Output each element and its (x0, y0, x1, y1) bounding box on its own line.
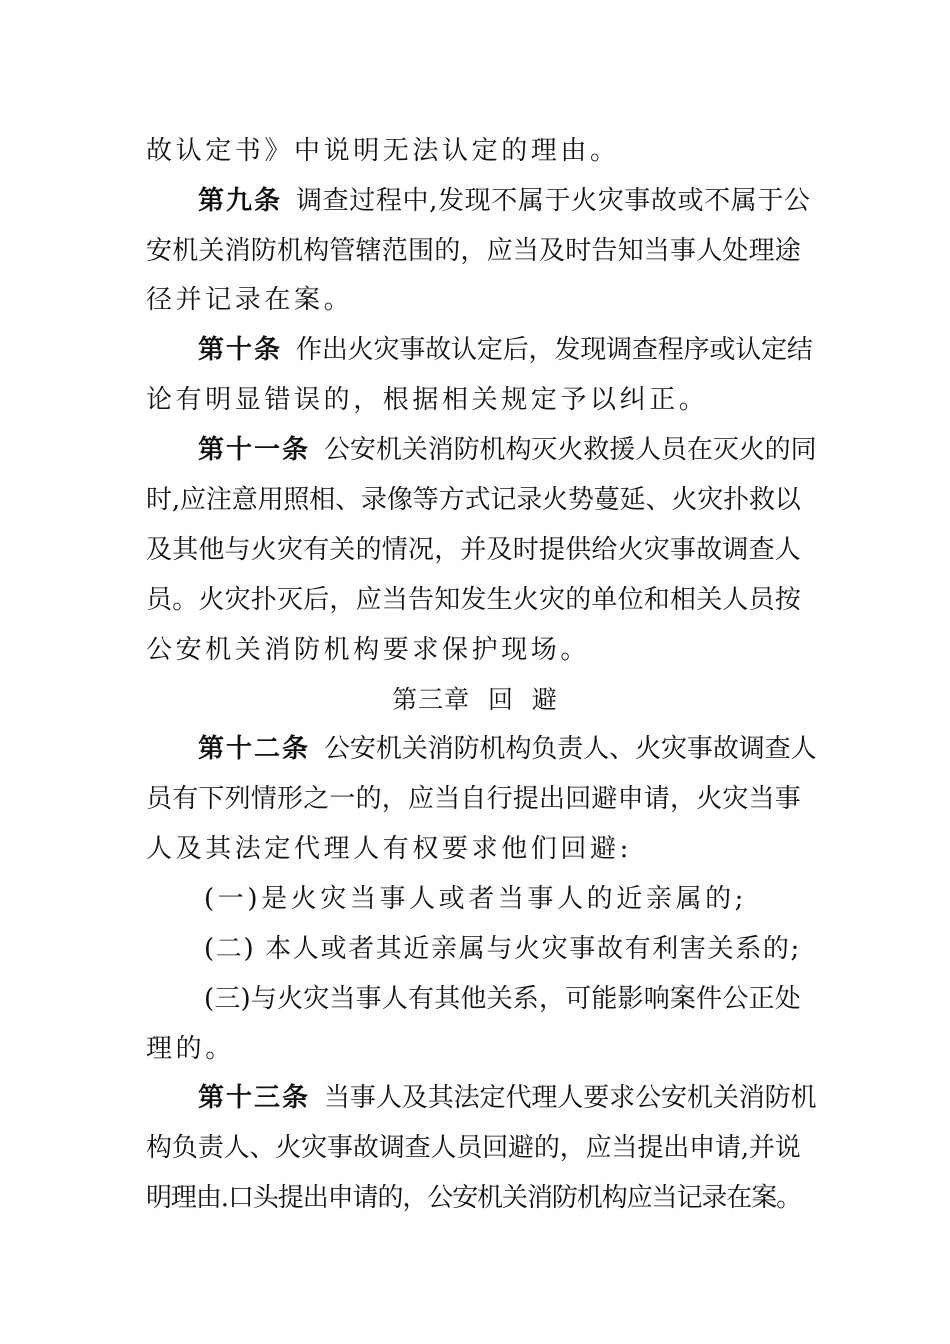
line-text: 作出火灾事故认定后，发现调查程序或认定结 (296, 335, 813, 365)
line-text: 员有下列情形之一的，应当自行提出回避申请，火灾当事 (146, 784, 802, 814)
line-text: 论有明显错误的，根据相关规定予以纠正。 (146, 385, 709, 415)
body-line (146, 634, 590, 666)
article-10-label: 第十条 (198, 335, 283, 365)
body-line (146, 1182, 801, 1214)
line-text: 公安机关消防机构要求保护现场。 (146, 635, 591, 665)
body-line (146, 135, 620, 167)
article-9-line (198, 185, 811, 217)
line-text: 员。火灾扑灭后，应当告知发生火灾的单位和相关人员按 (146, 585, 802, 615)
line-text: 及其他与火灾有关的情况，并及时提供给火灾事故调查人 (146, 535, 802, 565)
list-item (204, 883, 747, 915)
line-text: 公安机关消防机构负责人、火灾事故调查人 (324, 734, 817, 764)
line-text: (三)与火灾当事人有其他关系，可能影响案件公正处 (204, 984, 801, 1014)
article-12-label: 第十二条 (198, 734, 311, 764)
line-text: 故认定书》中说明无法认定的理由。 (146, 136, 620, 166)
body-line (146, 235, 801, 267)
line-text: 理的。 (146, 1034, 235, 1064)
line-text: 构负责人、火灾事故调查人员回避的，应当提出申请,并说 (146, 1133, 801, 1163)
article-11-line (198, 434, 817, 466)
chapter-heading: 第三章 回 避 (392, 685, 558, 714)
body-line (146, 584, 801, 616)
line-text: 明理由.口头提出申请的，公安机关消防机构应当记录在案。 (146, 1183, 802, 1213)
line-text: (二) 本人或者其近亲属与火灾事故有利害关系的; (204, 934, 801, 964)
article-13-line (198, 1082, 817, 1114)
body-line (146, 284, 353, 316)
article-9-label: 第九条 (198, 186, 283, 216)
body-line (146, 1033, 235, 1065)
line-text: 径并记录在案。 (146, 285, 354, 315)
line-text: 当事人及其法定代理人要求公安机关消防机 (324, 1083, 817, 1113)
line-text: (一)是火灾当事人或者当事人的近亲属的; (204, 884, 748, 914)
body-line (146, 783, 801, 815)
article-11-label: 第十一条 (198, 435, 311, 465)
list-item (204, 983, 801, 1015)
body-line (146, 534, 801, 566)
line-text: 调查过程中,发现不属于火灾事故或不属于公 (296, 186, 811, 216)
line-text: 安机关消防机构管辖范围的，应当及时告知当事人处理途 (146, 236, 802, 266)
line-text: 公安机关消防机构灭火救援人员在灭火的同 (324, 435, 817, 465)
article-13-label: 第十三条 (198, 1083, 311, 1113)
body-line (146, 1132, 801, 1164)
article-12-line (198, 733, 817, 765)
body-line (146, 833, 632, 865)
line-text: 人及其法定代理人有权要求他们回避: (146, 834, 632, 864)
list-item (204, 933, 801, 965)
article-10-line (198, 334, 813, 366)
body-line (146, 384, 708, 416)
line-text: 时,应注意用照相、录像等方式记录火势蔓延、火灾扑救以 (146, 485, 801, 515)
body-line (146, 484, 801, 516)
